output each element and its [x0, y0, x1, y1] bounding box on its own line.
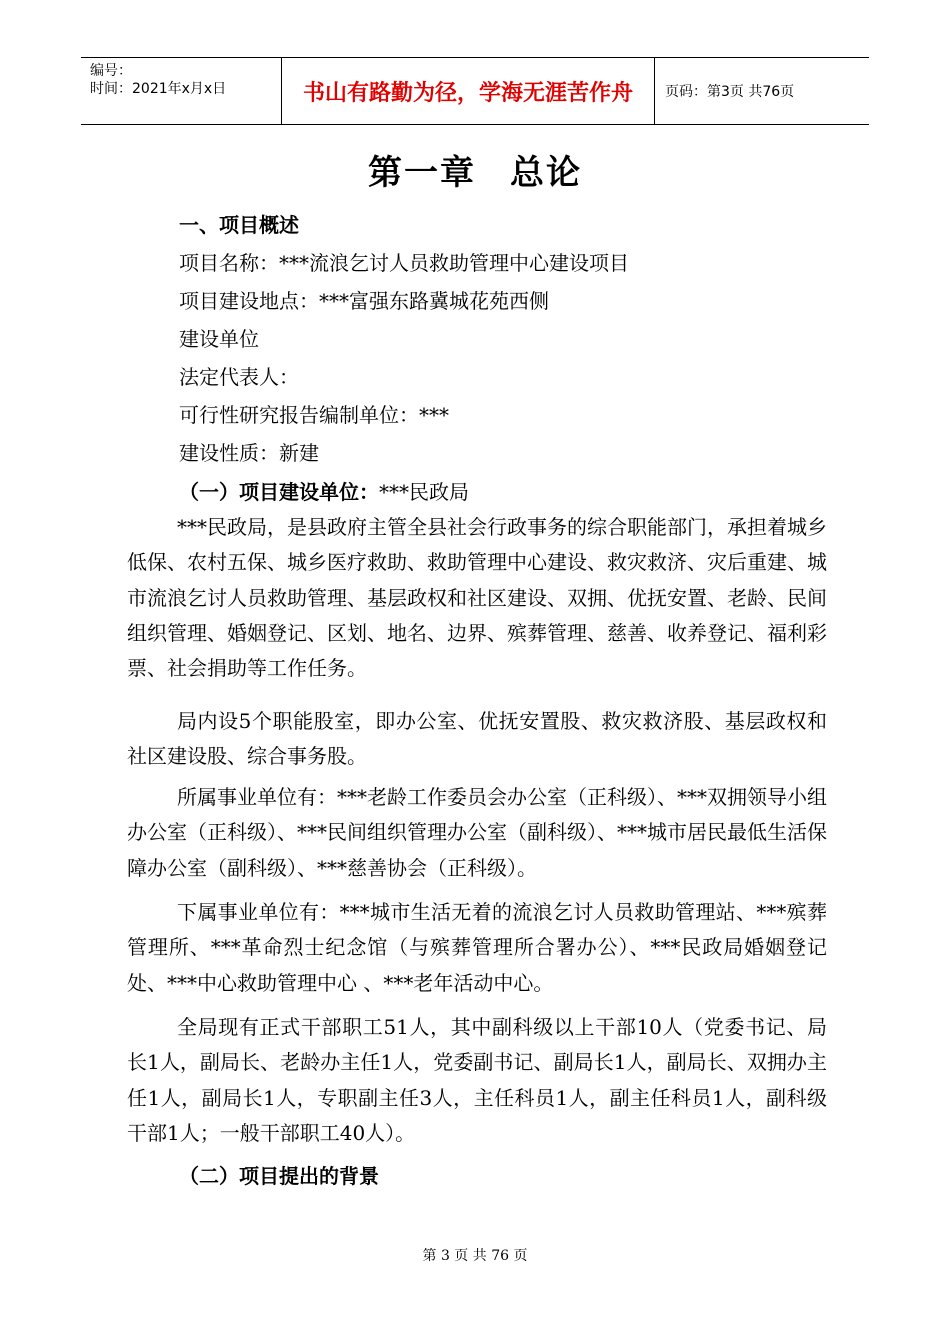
- subsection-1-heading: （一）项目建设单位：: [179, 480, 379, 504]
- subsection-2-heading: （二）项目提出的背景: [179, 1164, 379, 1188]
- chapter-title: [0, 145, 950, 194]
- paragraph-staff: 全局现有正式干部职工51人，其中副科级以上干部10人（党委书记、局长1人，副局长、老龄办主任1人，党委副书记、副局长1人，副局长、双拥办主任1人，副局长1人，专职副主任3人，主任科员1人，副主任科员1人，副科级干部1人；一般干部职工40人）。: [127, 1015, 827, 1145]
- header-meta: [81, 58, 281, 124]
- paragraph-affiliated-units: 所属事业单位有：***老龄工作委员会办公室（正科级）、***双拥领导小组办公室（正科级）、***民间组织管理办公室（副科级）、***城市居民最低生活保障办公室（副科级）、***慈善协会（正科级）。: [127, 785, 827, 880]
- number-label: 编号：: [90, 63, 132, 79]
- header-motto: 书山有路勤为径，学海无涯苦作舟: [281, 58, 655, 124]
- info-legal-rep: 法定代表人：: [179, 365, 299, 389]
- paragraph-bureau-intro: ***民政局，是县政府主管全县社会行政事务的综合职能部门，承担着城乡低保、农村五保、城乡医疗救助、救助管理中心建设、救灾救济、灾后重建、城市流浪乞讨人员救助管理、基层政权和社区建设、双拥、优抚安置、老龄、民间组织管理、婚姻登记、区划、地名、边界、殡葬管理、慈善、收养登记、福利彩票、社会捐助等工作任务。: [127, 515, 827, 681]
- paragraph-departments: 局内设5个职能股室，即办公室、优抚安置股、救灾救济股、基层政权和社区建设股、综合事务股。: [127, 709, 827, 769]
- info-project-location: 项目建设地点：***富强东路冀城花苑西侧: [179, 289, 549, 313]
- chapter-number: 第一章: [368, 153, 476, 193]
- time-label: 时间：2021年x月x日: [90, 81, 227, 97]
- chapter-name: 总论: [510, 153, 582, 193]
- page-footer: 第 3 页 共 76 页: [422, 1248, 528, 1264]
- subsection-1-value: ***民政局: [379, 480, 469, 504]
- document-header: [81, 57, 869, 125]
- info-construction-nature: 建设性质：新建: [179, 441, 319, 465]
- header-page-info: 页码：第3页 共76页: [665, 84, 795, 100]
- section-heading: 一、项目概述: [179, 213, 299, 237]
- paragraph-subordinate-units: 下属事业单位有：***城市生活无着的流浪乞讨人员救助管理站、***殡葬管理所、***革命烈士纪念馆（与殡葬管理所合署办公）、***民政局婚姻登记处、***中心救助管理中心 、***老年活动中心。: [127, 900, 827, 995]
- subsection-1: [179, 480, 469, 504]
- info-construction-unit: 建设单位: [179, 327, 259, 351]
- info-project-name: 项目名称：***流浪乞讨人员救助管理中心建设项目: [179, 251, 629, 275]
- info-report-unit: 可行性研究报告编制单位：***: [179, 403, 449, 427]
